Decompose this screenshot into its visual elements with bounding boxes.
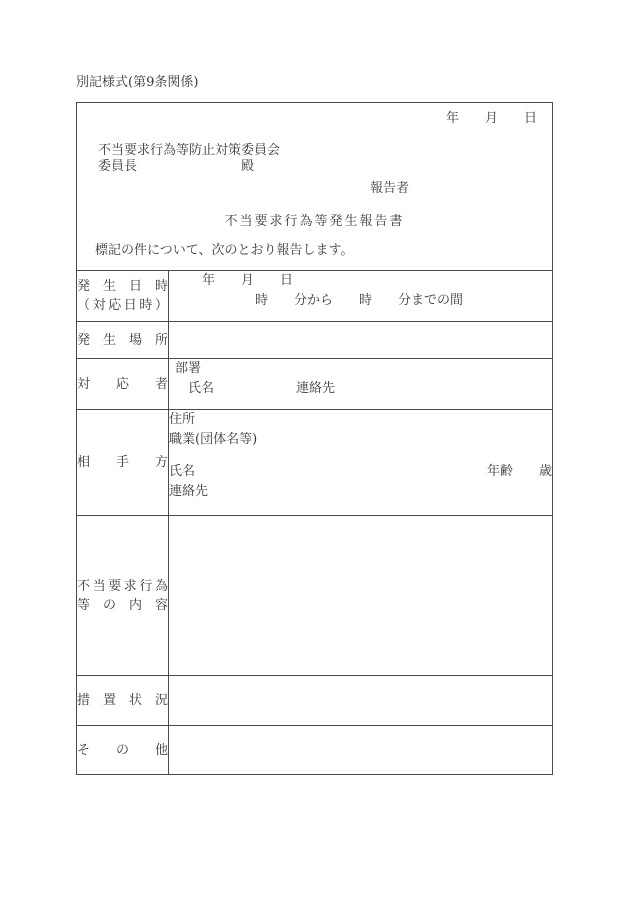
table-row-demand-content (77, 516, 553, 676)
measures-label-cell (77, 676, 169, 726)
opponent-name-label: 氏名 (169, 464, 196, 479)
responder-name-label: 氏名 (188, 381, 215, 396)
measures-value-cell (169, 676, 553, 726)
table-row-place (77, 322, 553, 359)
honorific-label: 殿 (241, 159, 255, 174)
form-style-label: 別記様式(第9条関係) (76, 75, 199, 90)
datetime-value-cell (169, 271, 553, 322)
intro-text: 標記の件について、次のとおり報告します。 (95, 243, 354, 258)
place-value-cell (169, 322, 553, 359)
demand-content-label-line1: 不当要求行為 (77, 578, 168, 594)
opponent-value-cell (169, 410, 553, 516)
opponent-label: 相手方 (77, 455, 168, 470)
table-row-other (77, 726, 553, 775)
table-row-datetime (77, 271, 553, 322)
responder-label-cell (77, 359, 169, 410)
datetime-label-line2: （対応日時） (77, 298, 168, 313)
place-label-cell (77, 322, 169, 359)
form-header-row (77, 103, 553, 271)
other-label-cell (77, 726, 169, 775)
opponent-occupation-label: 職業(団体名等) (169, 432, 258, 447)
responder-dept-label: 部署 (175, 361, 202, 376)
datetime-label-cell (77, 271, 169, 322)
opponent-address-label: 住所 (169, 412, 196, 427)
opponent-age-label: 年齢 歳 (486, 464, 552, 479)
responder-name-line (169, 379, 552, 399)
other-value-cell (169, 726, 553, 775)
opponent-contact-label: 連絡先 (169, 484, 209, 499)
table-row-measures (77, 676, 553, 726)
responder-label: 対応者 (77, 376, 168, 392)
table-row-opponent (77, 410, 553, 516)
demand-content-value-cell (169, 516, 553, 676)
datetime-time-template: 時 分から 時 分までの間 (255, 293, 464, 308)
other-label: その他 (77, 742, 168, 758)
responder-value-cell (169, 359, 553, 410)
date-line: 年 月 日 (445, 111, 537, 126)
demand-content-label-line2: 等の内容 (77, 597, 168, 613)
reporter-label: 報告者 (370, 181, 410, 196)
document-title: 不当要求行為等発生報告書 (224, 214, 405, 229)
committee-name: 不当要求行為等防止対策委員会 (98, 143, 281, 158)
datetime-label-line1: 発生日時 (77, 279, 168, 294)
demand-content-label-cell (77, 516, 169, 676)
responder-contact-label: 連絡先 (296, 381, 336, 396)
chairman-line (77, 159, 552, 175)
opponent-name-line (169, 462, 552, 482)
report-form (76, 102, 553, 775)
datetime-date-template: 年 月 日 (202, 273, 294, 288)
table-row-responder (77, 359, 553, 410)
measures-label: 措置状況 (77, 693, 168, 708)
place-label: 発生場所 (77, 332, 168, 348)
opponent-label-cell (77, 410, 169, 516)
form-header-cell (77, 103, 553, 271)
chairman-label: 委員長 (98, 159, 138, 174)
